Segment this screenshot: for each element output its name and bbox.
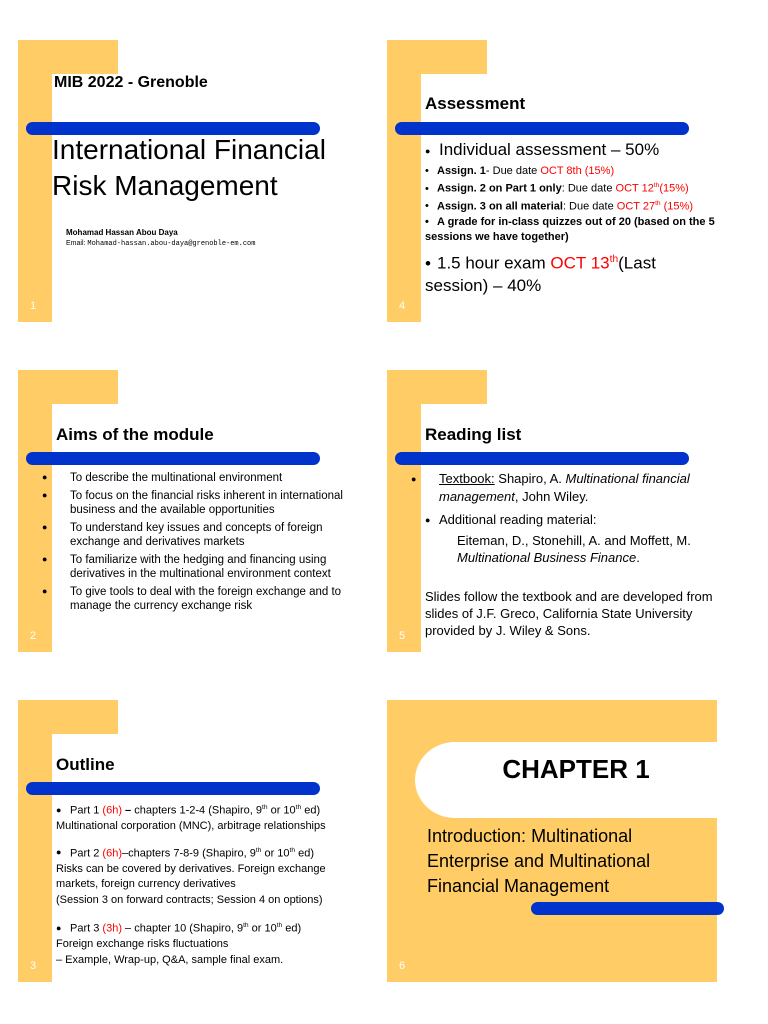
course-header: MIB 2022 - Grenoble: [54, 74, 208, 91]
reading-list: [425, 470, 715, 639]
part-3: ● Part 3 (3h) – chapter 10 (Shapiro, 9th or 10th ed) Foreign exchange risks fluctuations – Example, Wrap-up, Q&A, sample final exam.: [56, 918, 348, 968]
slide-5: [387, 370, 717, 652]
divider-bar: [395, 452, 689, 465]
slide-1: [18, 40, 348, 322]
additional-item: ● Additional reading material:: [425, 511, 715, 529]
final-exam: • 1.5 hour exam OCT 13th(Last session) – 40%: [425, 249, 715, 297]
slide-2: [18, 370, 348, 652]
slide-title: Reading list: [425, 425, 522, 444]
quiz-grade: • A grade for in-class quizzes out of 20 (based on the 5 sessions we have together): [425, 215, 715, 245]
part-2: ● Part 2 (6h)–chapters 7-8-9 (Shapiro, 9th or 10th ed) Risks can be covered by derivatives. Foreign exchange markets, foreign currency derivatives (Session 3 on forward contracts; Session 4 on options): [56, 843, 348, 909]
accent-bar: [18, 40, 52, 322]
accent-bar-top: [387, 40, 487, 74]
slide-number: 6: [399, 960, 406, 972]
slide-4: [387, 40, 717, 322]
slide-title: Outline: [56, 755, 115, 774]
slides-note: Slides follow the textbook and are developed from slides of J.F. Greco, California State University provided by J. Wiley & Sons.: [425, 589, 713, 638]
title-line-1: International Financial: [52, 134, 326, 165]
outline-list: [56, 800, 348, 968]
accent-bar: [18, 700, 52, 982]
accent-bar-top: [18, 370, 118, 404]
part-1-desc: Multinational corporation (MNC), arbitrage relationships: [56, 820, 326, 833]
aims-list: [56, 470, 346, 614]
divider-bar: [26, 782, 320, 795]
part-3-desc: Foreign exchange risks fluctuations: [56, 938, 229, 951]
chapter-subtitle: Introduction: Multinational Enterprise and Multinational Financial Management: [427, 826, 651, 896]
accent-bar-top: [387, 370, 487, 404]
part-3-note: – Example, Wrap-up, Q&A, sample final exam.: [56, 953, 284, 966]
additional-title: Multinational Business Finance.: [457, 550, 640, 565]
slide-3: [18, 700, 348, 982]
slide-title: Aims of the module: [56, 425, 214, 444]
slide-number: 1: [30, 300, 37, 312]
email-value: Mohamad-hassan.abou-daya@grenoble-em.com: [87, 240, 256, 248]
divider-bar: [395, 122, 689, 135]
textbook-item: ● Textbook: Shapiro, A. Multinational financial management, John Wiley.: [425, 470, 715, 505]
title-line-2: Risk Management: [52, 170, 278, 201]
accent-bar-top: [18, 40, 118, 74]
slide-6: [387, 700, 732, 982]
accent-bar: [18, 370, 52, 652]
part-2-desc: Risks can be covered by derivatives. Foreign exchange markets, foreign currency derivatives: [56, 862, 326, 891]
author-email: [66, 240, 255, 248]
part-2-note: (Session 3 on forward contracts; Session 4 on options): [56, 893, 323, 906]
slide-number: 2: [30, 630, 37, 642]
divider-bar: [26, 452, 320, 465]
author-name: Mohamad Hassan Abou Daya: [66, 228, 178, 237]
slide-title: [52, 132, 326, 204]
part-1: ● Part 1 (6h) – chapters 1-2-4 (Shapiro, 9th or 10th ed) Multinational corporation (MNC), arbitrage relationships: [56, 800, 348, 835]
list-item: ● To familiarize with the hedging and financing using derivatives in the multinational environment context: [56, 552, 346, 582]
chapter-heading: CHAPTER 1: [502, 754, 650, 784]
list-item: ● To describe the multinational environment: [56, 470, 346, 486]
email-label: Email:: [66, 240, 86, 247]
slide-number: 4: [399, 300, 406, 312]
additional-authors: Eiteman, D., Stonehill, A. and Moffett, M.: [457, 533, 691, 548]
list-item: ● To give tools to deal with the foreign exchange and to manage the currency exchange risk: [56, 584, 346, 614]
divider-bar: [531, 902, 724, 915]
accent-bar-top: [18, 700, 118, 734]
slide-number: 3: [30, 960, 37, 972]
assessment-list: [425, 140, 715, 297]
slide-title: Assessment: [425, 94, 526, 113]
list-item: ● To focus on the financial risks inherent in international business and the available opportunities: [56, 488, 346, 518]
accent-bar: [387, 40, 421, 322]
accent-bar: [387, 370, 421, 652]
individual-assessment: ● Individual assessment – 50%: [425, 140, 715, 160]
assign-2: • Assign. 2 on Part 1 only: Due date OCT 12th(15%): [425, 178, 715, 197]
list-item: ● To understand key issues and concepts of foreign exchange and derivatives markets: [56, 520, 346, 550]
assign-1: • Assign. 1- Due date OCT 8th (15%): [425, 164, 715, 178]
slide-number: 5: [399, 630, 406, 642]
assign-3: • Assign. 3 on all material: Due date OCT 27th (15%): [425, 197, 715, 214]
